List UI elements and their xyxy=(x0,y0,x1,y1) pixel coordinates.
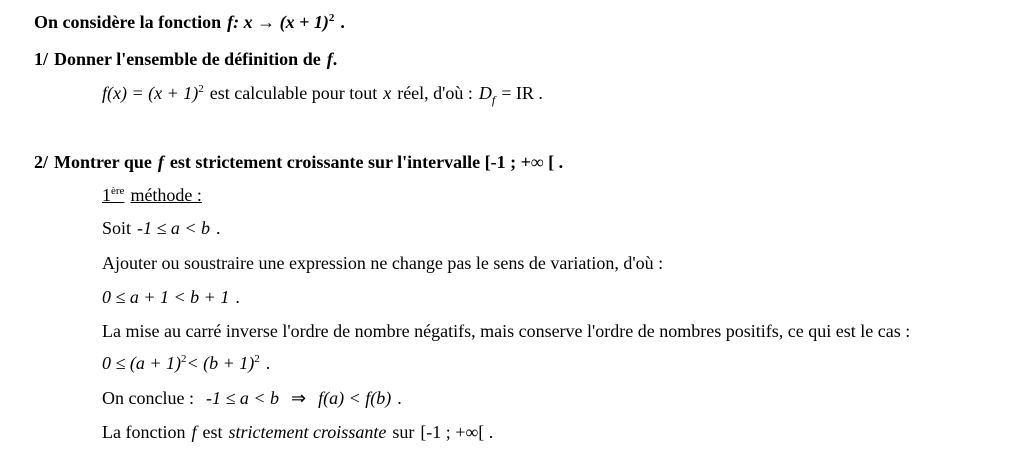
method-ordinal: ère xyxy=(111,185,125,197)
answer-1-domain-symbol: D xyxy=(478,83,492,103)
answer-1 xyxy=(102,82,543,107)
answer-1-expression: f(x) = (x + 1) xyxy=(102,83,199,103)
step-6-implies-arrow: ⇒ xyxy=(291,388,307,408)
answer-1-exponent: 2 xyxy=(198,83,204,95)
step-7-function-name: f xyxy=(191,422,197,442)
step-2 xyxy=(102,252,663,274)
answer-1-rest: réel, d'où : xyxy=(397,83,473,103)
step-5 xyxy=(102,352,270,374)
question-2 xyxy=(34,151,563,173)
answer-1-domain-subscript: f xyxy=(491,93,496,107)
question-2-text-start: Montrer que xyxy=(54,152,152,172)
method-label: méthode : xyxy=(130,185,202,205)
intro-end: . xyxy=(340,12,345,32)
step-3-end: . xyxy=(235,287,240,307)
question-2-function-name: f xyxy=(157,152,164,172)
step-7-conclusion: strictement croissante xyxy=(228,422,387,442)
intro-exponent: 2 xyxy=(328,12,335,24)
step-5-end: . xyxy=(265,353,271,373)
step-1 xyxy=(102,217,221,239)
answer-1-text: est calculable pour tout xyxy=(209,83,378,103)
question-1-number: 1/ xyxy=(34,49,49,69)
step-7-text: La fonction xyxy=(102,422,186,442)
intro-function-name: f xyxy=(227,12,234,32)
question-2-number: 2/ xyxy=(34,152,49,172)
step-7-sur: sur xyxy=(392,422,415,442)
step-1-text: Soit xyxy=(102,218,132,238)
step-6-text: On conclue : xyxy=(102,388,194,408)
step-5-right: < (b + 1) xyxy=(186,353,255,373)
step-6 xyxy=(102,387,402,409)
step-1-end: . xyxy=(216,218,221,238)
step-3 xyxy=(102,286,240,308)
step-3-inequality: 0 ≤ a + 1 < b + 1 xyxy=(102,287,230,307)
question-1-function-name: f xyxy=(326,49,333,69)
question-1 xyxy=(34,48,337,70)
intro-text: On considère la fonction xyxy=(34,12,222,32)
intro-mapping: : x → (x + 1) xyxy=(233,12,329,32)
intro-line xyxy=(34,11,345,33)
step-6-inequality: -1 ≤ a < b xyxy=(205,388,279,408)
answer-1-result: = IR . xyxy=(501,83,543,103)
step-7-interval: [-1 ; +∞[ . xyxy=(420,422,494,442)
question-2-text-end: est strictement croissante sur l'intervalle [-1 ; +∞ [ . xyxy=(169,152,564,172)
step-1-inequality: -1 ≤ a < b xyxy=(137,218,211,238)
question-1-end: . xyxy=(332,49,338,69)
step-7-mid: est xyxy=(202,422,223,442)
step-6-result: f(a) < f(b) xyxy=(318,388,392,408)
step-6-end: . xyxy=(397,388,402,408)
step-4-text: La mise au carré inverse l'ordre de nombre négatifs, mais conserve l'ordre de nombres positifs, ce qui est le cas : xyxy=(102,321,911,341)
step-5-left: 0 ≤ (a + 1) xyxy=(102,353,182,373)
answer-1-variable: x xyxy=(383,83,392,103)
question-1-text: Donner l'ensemble de définition de xyxy=(54,49,321,69)
step-7 xyxy=(102,421,493,443)
method-number: 1 xyxy=(102,185,111,205)
step-5-exponent-2: 2 xyxy=(254,353,260,365)
step-2-text: Ajouter ou soustraire une expression ne change pas le sens de variation, d'où : xyxy=(102,253,664,273)
step-4 xyxy=(102,320,910,342)
method-heading xyxy=(102,184,202,206)
step-5-exponent-1: 2 xyxy=(181,353,187,365)
